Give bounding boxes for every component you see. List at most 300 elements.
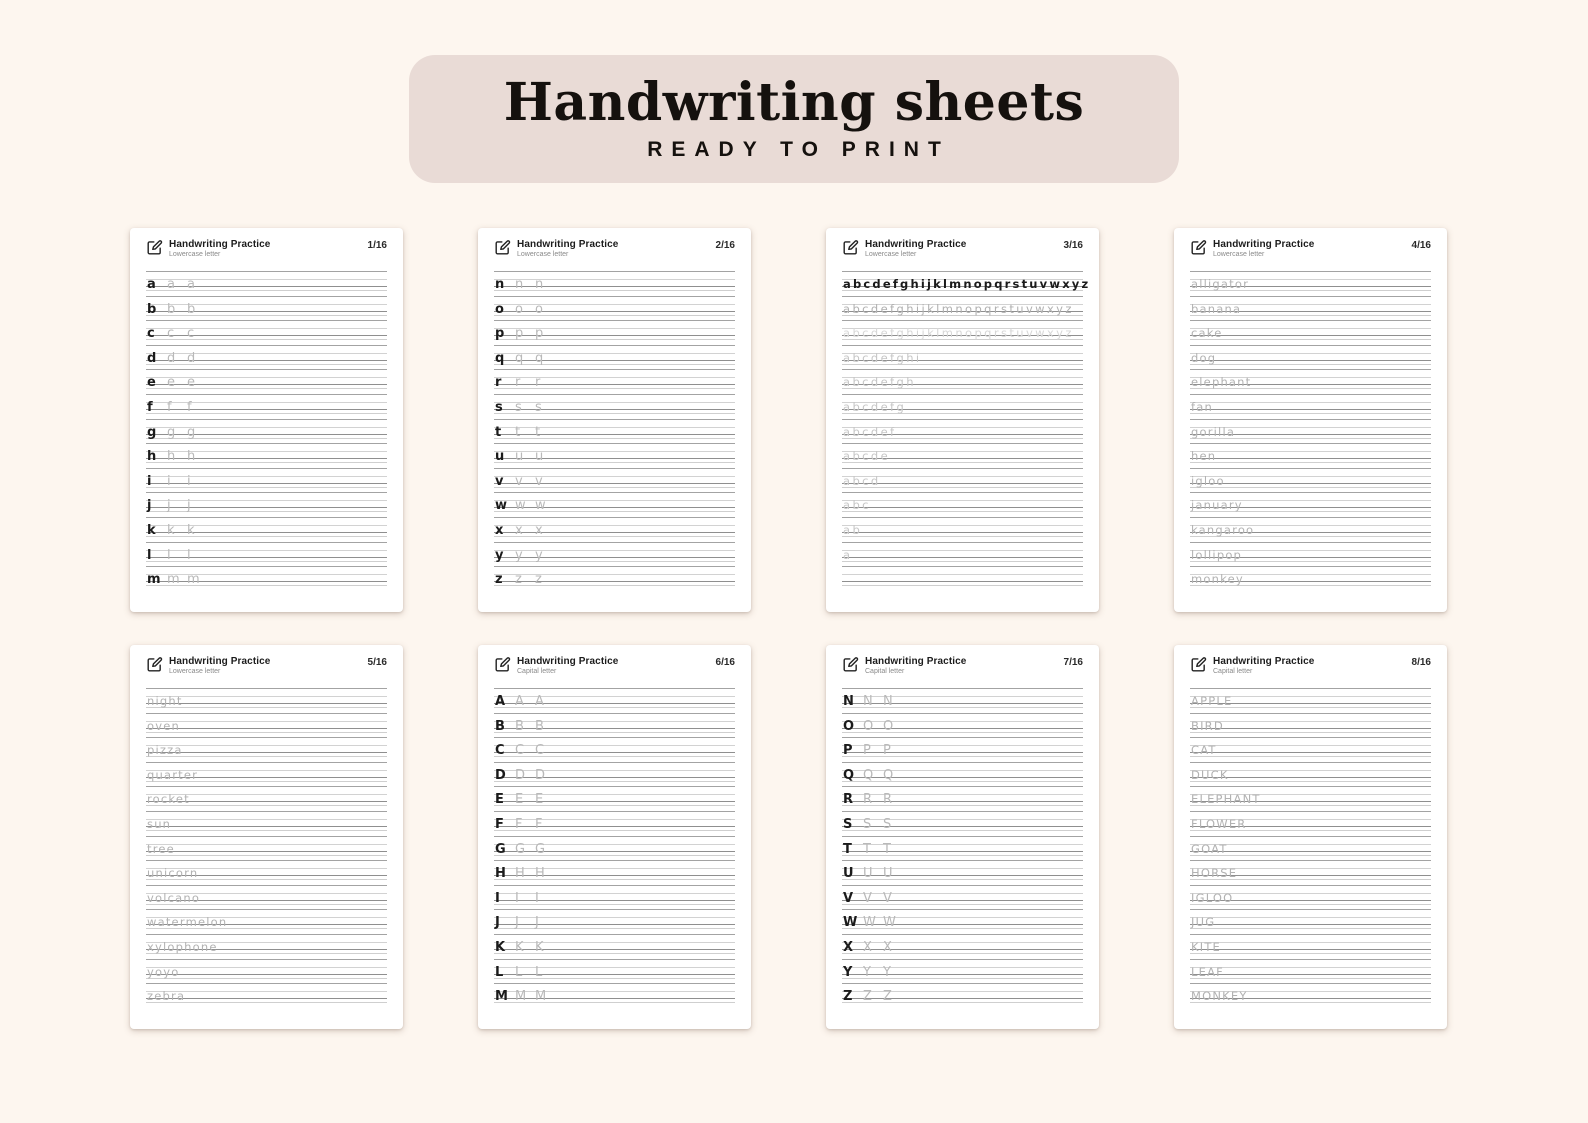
practice-row xyxy=(146,566,387,591)
alphabet-row-text: abc xyxy=(843,498,871,513)
trace-letter-faded: L xyxy=(515,964,523,980)
trace-word: january xyxy=(1191,498,1243,513)
trace-letter-faded: i xyxy=(167,473,171,489)
trace-letter-faded: B xyxy=(535,718,544,734)
practice-row xyxy=(842,492,1083,517)
row-content xyxy=(843,688,1083,712)
practice-row xyxy=(842,909,1083,934)
row-content xyxy=(147,369,387,393)
trace-letter-faded: K xyxy=(515,940,524,956)
practice-row xyxy=(494,566,735,591)
trace-word: tree xyxy=(147,841,175,856)
sheet-title: Handwriting Practice xyxy=(517,656,619,667)
practice-row xyxy=(494,542,735,567)
trace-word: volcano xyxy=(147,890,201,905)
trace-letter-faded: x xyxy=(515,523,523,539)
trace-letter-bold: A xyxy=(495,694,506,709)
trace-letter-bold: X xyxy=(843,940,854,956)
practice-row xyxy=(494,320,735,345)
trace-word: xylophone xyxy=(147,940,218,955)
row-content xyxy=(843,860,1083,884)
practice-rows xyxy=(494,271,735,591)
practice-row xyxy=(494,492,735,517)
row-content xyxy=(1191,811,1431,835)
trace-letter-bold: f xyxy=(147,400,153,416)
trace-letter-bold: N xyxy=(843,694,854,709)
sheet-subtitle: Capital letter xyxy=(517,668,557,675)
practice-row xyxy=(146,836,387,861)
row-content xyxy=(495,419,735,443)
trace-word: dog xyxy=(1191,350,1217,365)
row-content xyxy=(1191,443,1431,467)
practice-row xyxy=(494,885,735,910)
trace-letter-faded: d xyxy=(187,350,196,366)
sheet-subtitle: Lowercase letter xyxy=(169,251,221,258)
trace-letter-bold: I xyxy=(495,890,500,906)
sheet-header-text xyxy=(865,238,1064,259)
trace-letter-faded: u xyxy=(515,449,524,465)
trace-word: yoyo xyxy=(147,964,180,979)
row-content xyxy=(1191,934,1431,958)
practice-row xyxy=(146,688,387,713)
trace-letter-faded: a xyxy=(187,277,195,292)
trace-letter-bold: t xyxy=(495,424,502,440)
trace-letter-faded: m xyxy=(167,572,180,588)
practice-row xyxy=(494,786,735,811)
trace-word: gorilla xyxy=(1191,424,1236,439)
trace-word: alligator xyxy=(1191,277,1250,291)
row-content xyxy=(147,713,387,737)
trace-letter-faded: b xyxy=(187,301,196,317)
trace-letter-faded: T xyxy=(883,841,891,857)
trace-letter-bold: z xyxy=(495,572,503,588)
trace-letter-faded: f xyxy=(167,400,172,416)
trace-letter-faded: L xyxy=(535,964,543,980)
trace-word: watermelon xyxy=(147,915,228,930)
practice-row xyxy=(494,983,735,1008)
pencil-edit-icon xyxy=(494,239,511,256)
practice-rows xyxy=(494,688,735,1008)
row-content xyxy=(843,320,1083,344)
sheet-header-text xyxy=(865,655,1064,676)
trace-letter-faded: B xyxy=(515,718,524,734)
trace-word: cake xyxy=(1191,326,1223,341)
trace-letter-bold: o xyxy=(495,301,504,317)
practice-row xyxy=(146,468,387,493)
row-content xyxy=(495,517,735,541)
alphabet-row-text: abcde xyxy=(843,449,891,464)
trace-letter-faded: b xyxy=(167,301,176,317)
practice-row xyxy=(1190,836,1431,861)
trace-letter-faded: H xyxy=(535,866,545,882)
trace-letter-faded: v xyxy=(535,473,543,489)
sheet-title: Handwriting Practice xyxy=(169,656,271,667)
row-content xyxy=(495,885,735,909)
practice-row xyxy=(1190,983,1431,1008)
trace-letter-bold: V xyxy=(843,890,854,906)
trace-letter-faded: r xyxy=(515,375,521,391)
row-content xyxy=(495,296,735,320)
trace-letter-faded: q xyxy=(535,350,544,366)
trace-letter-bold: J xyxy=(495,915,500,931)
trace-letter-faded: T xyxy=(863,841,871,857)
practice-row xyxy=(842,688,1083,713)
practice-row xyxy=(1190,566,1431,591)
trace-letter-faded: y xyxy=(535,547,543,563)
trace-letter-faded: m xyxy=(187,572,200,588)
row-content xyxy=(1191,885,1431,909)
trace-word: quarter xyxy=(147,767,199,782)
row-content xyxy=(843,959,1083,983)
practice-row xyxy=(842,296,1083,321)
row-content xyxy=(147,885,387,909)
trace-letter-bold: a xyxy=(147,277,156,292)
row-content xyxy=(1191,517,1431,541)
trace-word: hen xyxy=(1191,449,1217,464)
row-content xyxy=(843,468,1083,492)
row-content xyxy=(147,688,387,712)
trace-letter-faded: F xyxy=(535,817,543,833)
trace-letter-faded: j xyxy=(167,498,171,514)
row-content xyxy=(495,320,735,344)
practice-row xyxy=(146,517,387,542)
practice-row xyxy=(842,468,1083,493)
practice-row xyxy=(1190,542,1431,567)
practice-row xyxy=(146,492,387,517)
pencil-edit-icon xyxy=(146,239,163,256)
practice-row xyxy=(842,762,1083,787)
sheet-header xyxy=(494,655,735,688)
trace-letter-faded: o xyxy=(515,301,523,317)
row-content xyxy=(843,345,1083,369)
practice-row xyxy=(1190,688,1431,713)
trace-letter-faded: O xyxy=(863,718,874,734)
trace-letter-faded: Y xyxy=(883,964,891,980)
trace-letter-bold: s xyxy=(495,400,503,416)
sheet-header-text xyxy=(517,238,716,259)
trace-letter-faded: W xyxy=(883,915,896,931)
row-content xyxy=(495,345,735,369)
page-number: 3/16 xyxy=(1063,240,1083,251)
row-content xyxy=(1191,762,1431,786)
trace-letter-bold: i xyxy=(147,473,152,489)
sheet-subtitle: Capital letter xyxy=(1213,668,1253,675)
trace-letter-faded: e xyxy=(167,375,175,391)
sheet-header xyxy=(1190,238,1431,271)
row-content xyxy=(843,443,1083,467)
trace-letter-faded: w xyxy=(515,498,526,514)
sheets-grid xyxy=(130,228,1447,1029)
practice-rows xyxy=(842,271,1091,591)
sheet-header xyxy=(842,238,1083,271)
trace-letter-faded: p xyxy=(515,326,524,342)
row-content xyxy=(495,786,735,810)
alphabet-row-text: abcdefghijklmnopqrstuvwxyz xyxy=(843,326,1074,341)
trace-letter-faded: o xyxy=(535,301,543,317)
row-content xyxy=(843,492,1083,516)
practice-row xyxy=(146,786,387,811)
practice-row xyxy=(1190,762,1431,787)
trace-letter-faded: X xyxy=(883,940,892,956)
practice-row xyxy=(842,713,1083,738)
trace-letter-faded: Z xyxy=(863,989,872,1005)
pencil-edit-icon xyxy=(494,656,511,673)
page-number: 5/16 xyxy=(367,657,387,668)
sheet-header xyxy=(1190,655,1431,688)
practice-row xyxy=(842,934,1083,959)
trace-letter-faded: S xyxy=(863,817,872,833)
row-content xyxy=(1191,296,1431,320)
row-content xyxy=(1191,271,1431,295)
practice-row xyxy=(1190,394,1431,419)
alphabet-row-text: abcdefghi xyxy=(843,350,922,365)
practice-row xyxy=(494,517,735,542)
row-content xyxy=(843,983,1083,1007)
practice-row xyxy=(146,271,387,296)
trace-letter-faded: n xyxy=(535,277,544,292)
trace-letter-bold: F xyxy=(495,817,504,833)
trace-word: banana xyxy=(1191,301,1242,316)
row-content xyxy=(1191,909,1431,933)
row-content xyxy=(147,566,387,590)
row-content xyxy=(1191,786,1431,810)
sheet-title: Handwriting Practice xyxy=(1213,239,1315,250)
sheet-header-text xyxy=(1213,655,1412,676)
practice-sheet-5 xyxy=(130,645,403,1029)
trace-letter-faded: g xyxy=(167,424,176,440)
practice-row xyxy=(494,369,735,394)
row-content xyxy=(147,786,387,810)
sheet-title: Handwriting Practice xyxy=(865,656,967,667)
practice-sheet-6 xyxy=(478,645,751,1029)
row-content xyxy=(1191,566,1431,590)
practice-rows xyxy=(146,271,387,591)
alphabet-row-text: abcdefghijklmnopqrstuvwxyz xyxy=(843,277,1091,291)
practice-row xyxy=(1190,786,1431,811)
practice-row xyxy=(146,345,387,370)
pencil-edit-icon xyxy=(1190,239,1207,256)
practice-rows xyxy=(1190,688,1431,1008)
practice-row xyxy=(146,860,387,885)
trace-letter-bold: g xyxy=(147,424,157,440)
row-content xyxy=(495,394,735,418)
trace-letter-faded: A xyxy=(535,694,544,709)
practice-row xyxy=(494,811,735,836)
row-content xyxy=(147,517,387,541)
trace-letter-faded: g xyxy=(187,424,196,440)
trace-letter-faded: k xyxy=(187,523,195,539)
practice-row xyxy=(842,836,1083,861)
trace-letter-faded: G xyxy=(535,841,546,857)
practice-row xyxy=(842,860,1083,885)
trace-letter-bold: x xyxy=(495,523,504,539)
practice-row xyxy=(1190,909,1431,934)
trace-word: night xyxy=(147,694,183,708)
practice-row xyxy=(1190,468,1431,493)
row-content xyxy=(495,566,735,590)
trace-word: DUCK xyxy=(1191,767,1229,782)
trace-letter-bold: b xyxy=(147,301,157,317)
practice-row xyxy=(842,443,1083,468)
trace-letter-bold: H xyxy=(495,866,506,882)
trace-letter-bold: h xyxy=(147,449,157,465)
practice-row xyxy=(842,737,1083,762)
practice-row xyxy=(494,713,735,738)
trace-letter-faded: y xyxy=(515,547,523,563)
practice-row xyxy=(494,909,735,934)
alphabet-row-text: ab xyxy=(843,523,863,538)
practice-row xyxy=(1190,885,1431,910)
row-content xyxy=(147,762,387,786)
alphabet-row-text: abcdefg xyxy=(843,400,907,415)
sheet-header-text xyxy=(169,238,368,259)
row-content xyxy=(495,934,735,958)
practice-row xyxy=(146,296,387,321)
row-content xyxy=(147,271,387,295)
pencil-edit-icon xyxy=(842,656,859,673)
trace-letter-faded: u xyxy=(535,449,544,465)
page-number: 8/16 xyxy=(1411,657,1431,668)
practice-sheet-1 xyxy=(130,228,403,612)
row-content xyxy=(147,860,387,884)
row-content xyxy=(1191,737,1431,761)
trace-letter-faded: c xyxy=(167,326,175,342)
row-content xyxy=(843,713,1083,737)
trace-letter-faded: n xyxy=(515,277,524,292)
trace-letter-faded: l xyxy=(167,547,171,563)
sheet-subtitle: Capital letter xyxy=(865,668,905,675)
trace-letter-bold: Q xyxy=(843,767,855,783)
trace-letter-bold: B xyxy=(495,718,505,734)
trace-letter-faded: E xyxy=(515,792,524,808)
trace-letter-faded: C xyxy=(515,743,525,759)
row-content xyxy=(1191,369,1431,393)
trace-letter-faded: t xyxy=(535,424,541,440)
trace-letter-faded: z xyxy=(515,572,522,588)
practice-row xyxy=(1190,369,1431,394)
row-content xyxy=(147,419,387,443)
trace-letter-faded: w xyxy=(535,498,546,514)
practice-row xyxy=(146,934,387,959)
row-content xyxy=(843,542,1083,566)
practice-row xyxy=(842,394,1083,419)
practice-row xyxy=(494,688,735,713)
row-content xyxy=(147,542,387,566)
practice-row xyxy=(146,369,387,394)
trace-letter-faded: i xyxy=(187,473,191,489)
row-content xyxy=(495,836,735,860)
practice-row xyxy=(146,443,387,468)
practice-row xyxy=(494,762,735,787)
trace-letter-faded: P xyxy=(883,743,891,759)
trace-word: kangaroo xyxy=(1191,523,1255,538)
trace-letter-faded: W xyxy=(863,915,876,931)
trace-letter-bold: L xyxy=(495,964,504,980)
sheet-subtitle: Lowercase letter xyxy=(517,251,569,258)
trace-letter-faded: I xyxy=(515,890,519,906)
sheet-title: Handwriting Practice xyxy=(169,239,271,250)
practice-row xyxy=(146,959,387,984)
sheet-header xyxy=(494,238,735,271)
practice-row xyxy=(494,419,735,444)
sheet-header xyxy=(146,238,387,271)
practice-row xyxy=(842,983,1083,1008)
practice-sheet-8 xyxy=(1174,645,1447,1029)
row-content xyxy=(843,271,1091,295)
practice-row xyxy=(1190,860,1431,885)
trace-letter-faded: K xyxy=(535,940,544,956)
row-content xyxy=(843,762,1083,786)
practice-row xyxy=(1190,492,1431,517)
practice-row xyxy=(494,737,735,762)
sheet-header-text xyxy=(169,655,368,676)
practice-row xyxy=(494,860,735,885)
trace-letter-faded: N xyxy=(883,694,893,709)
trace-letter-bold: j xyxy=(147,498,152,514)
practice-row xyxy=(842,517,1083,542)
title-banner xyxy=(409,55,1179,183)
practice-row xyxy=(842,786,1083,811)
row-content xyxy=(843,885,1083,909)
practice-row xyxy=(146,811,387,836)
trace-word: igloo xyxy=(1191,473,1225,488)
trace-letter-bold: u xyxy=(495,449,505,465)
trace-letter-faded: I xyxy=(535,890,539,906)
alphabet-row-text: abcdefghijklmnopqrstuvwxyz xyxy=(843,301,1074,316)
practice-row xyxy=(146,419,387,444)
trace-letter-bold: v xyxy=(495,473,504,489)
trace-letter-faded: R xyxy=(863,792,873,808)
practice-row xyxy=(146,542,387,567)
row-content xyxy=(147,983,387,1007)
trace-letter-faded: p xyxy=(535,326,544,342)
pencil-edit-icon xyxy=(1190,656,1207,673)
row-content xyxy=(495,369,735,393)
trace-letter-faded: j xyxy=(187,498,191,514)
trace-letter-faded: f xyxy=(187,400,192,416)
practice-row xyxy=(1190,959,1431,984)
trace-letter-bold: C xyxy=(495,743,505,759)
trace-letter-faded: E xyxy=(535,792,544,808)
trace-letter-faded: S xyxy=(883,817,892,833)
page-number: 2/16 xyxy=(715,240,735,251)
trace-word: MONKEY xyxy=(1191,989,1248,1004)
trace-letter-bold: e xyxy=(147,375,156,391)
practice-row xyxy=(842,811,1083,836)
row-content xyxy=(147,394,387,418)
practice-row xyxy=(842,369,1083,394)
practice-row xyxy=(494,959,735,984)
trace-letter-faded: R xyxy=(883,792,893,808)
practice-row xyxy=(146,737,387,762)
row-content xyxy=(495,443,735,467)
row-content xyxy=(1191,983,1431,1007)
practice-row xyxy=(146,909,387,934)
trace-letter-faded: U xyxy=(863,866,873,882)
sheet-title: Handwriting Practice xyxy=(517,239,619,250)
row-content xyxy=(147,959,387,983)
practice-row xyxy=(1190,934,1431,959)
row-content xyxy=(843,737,1083,761)
trace-letter-bold: E xyxy=(495,792,504,808)
trace-letter-faded: D xyxy=(535,767,546,783)
row-content xyxy=(1191,468,1431,492)
trace-word: zebra xyxy=(147,989,186,1004)
sheet-header xyxy=(146,655,387,688)
row-content xyxy=(1191,836,1431,860)
practice-row xyxy=(1190,737,1431,762)
trace-letter-faded: F xyxy=(515,817,523,833)
